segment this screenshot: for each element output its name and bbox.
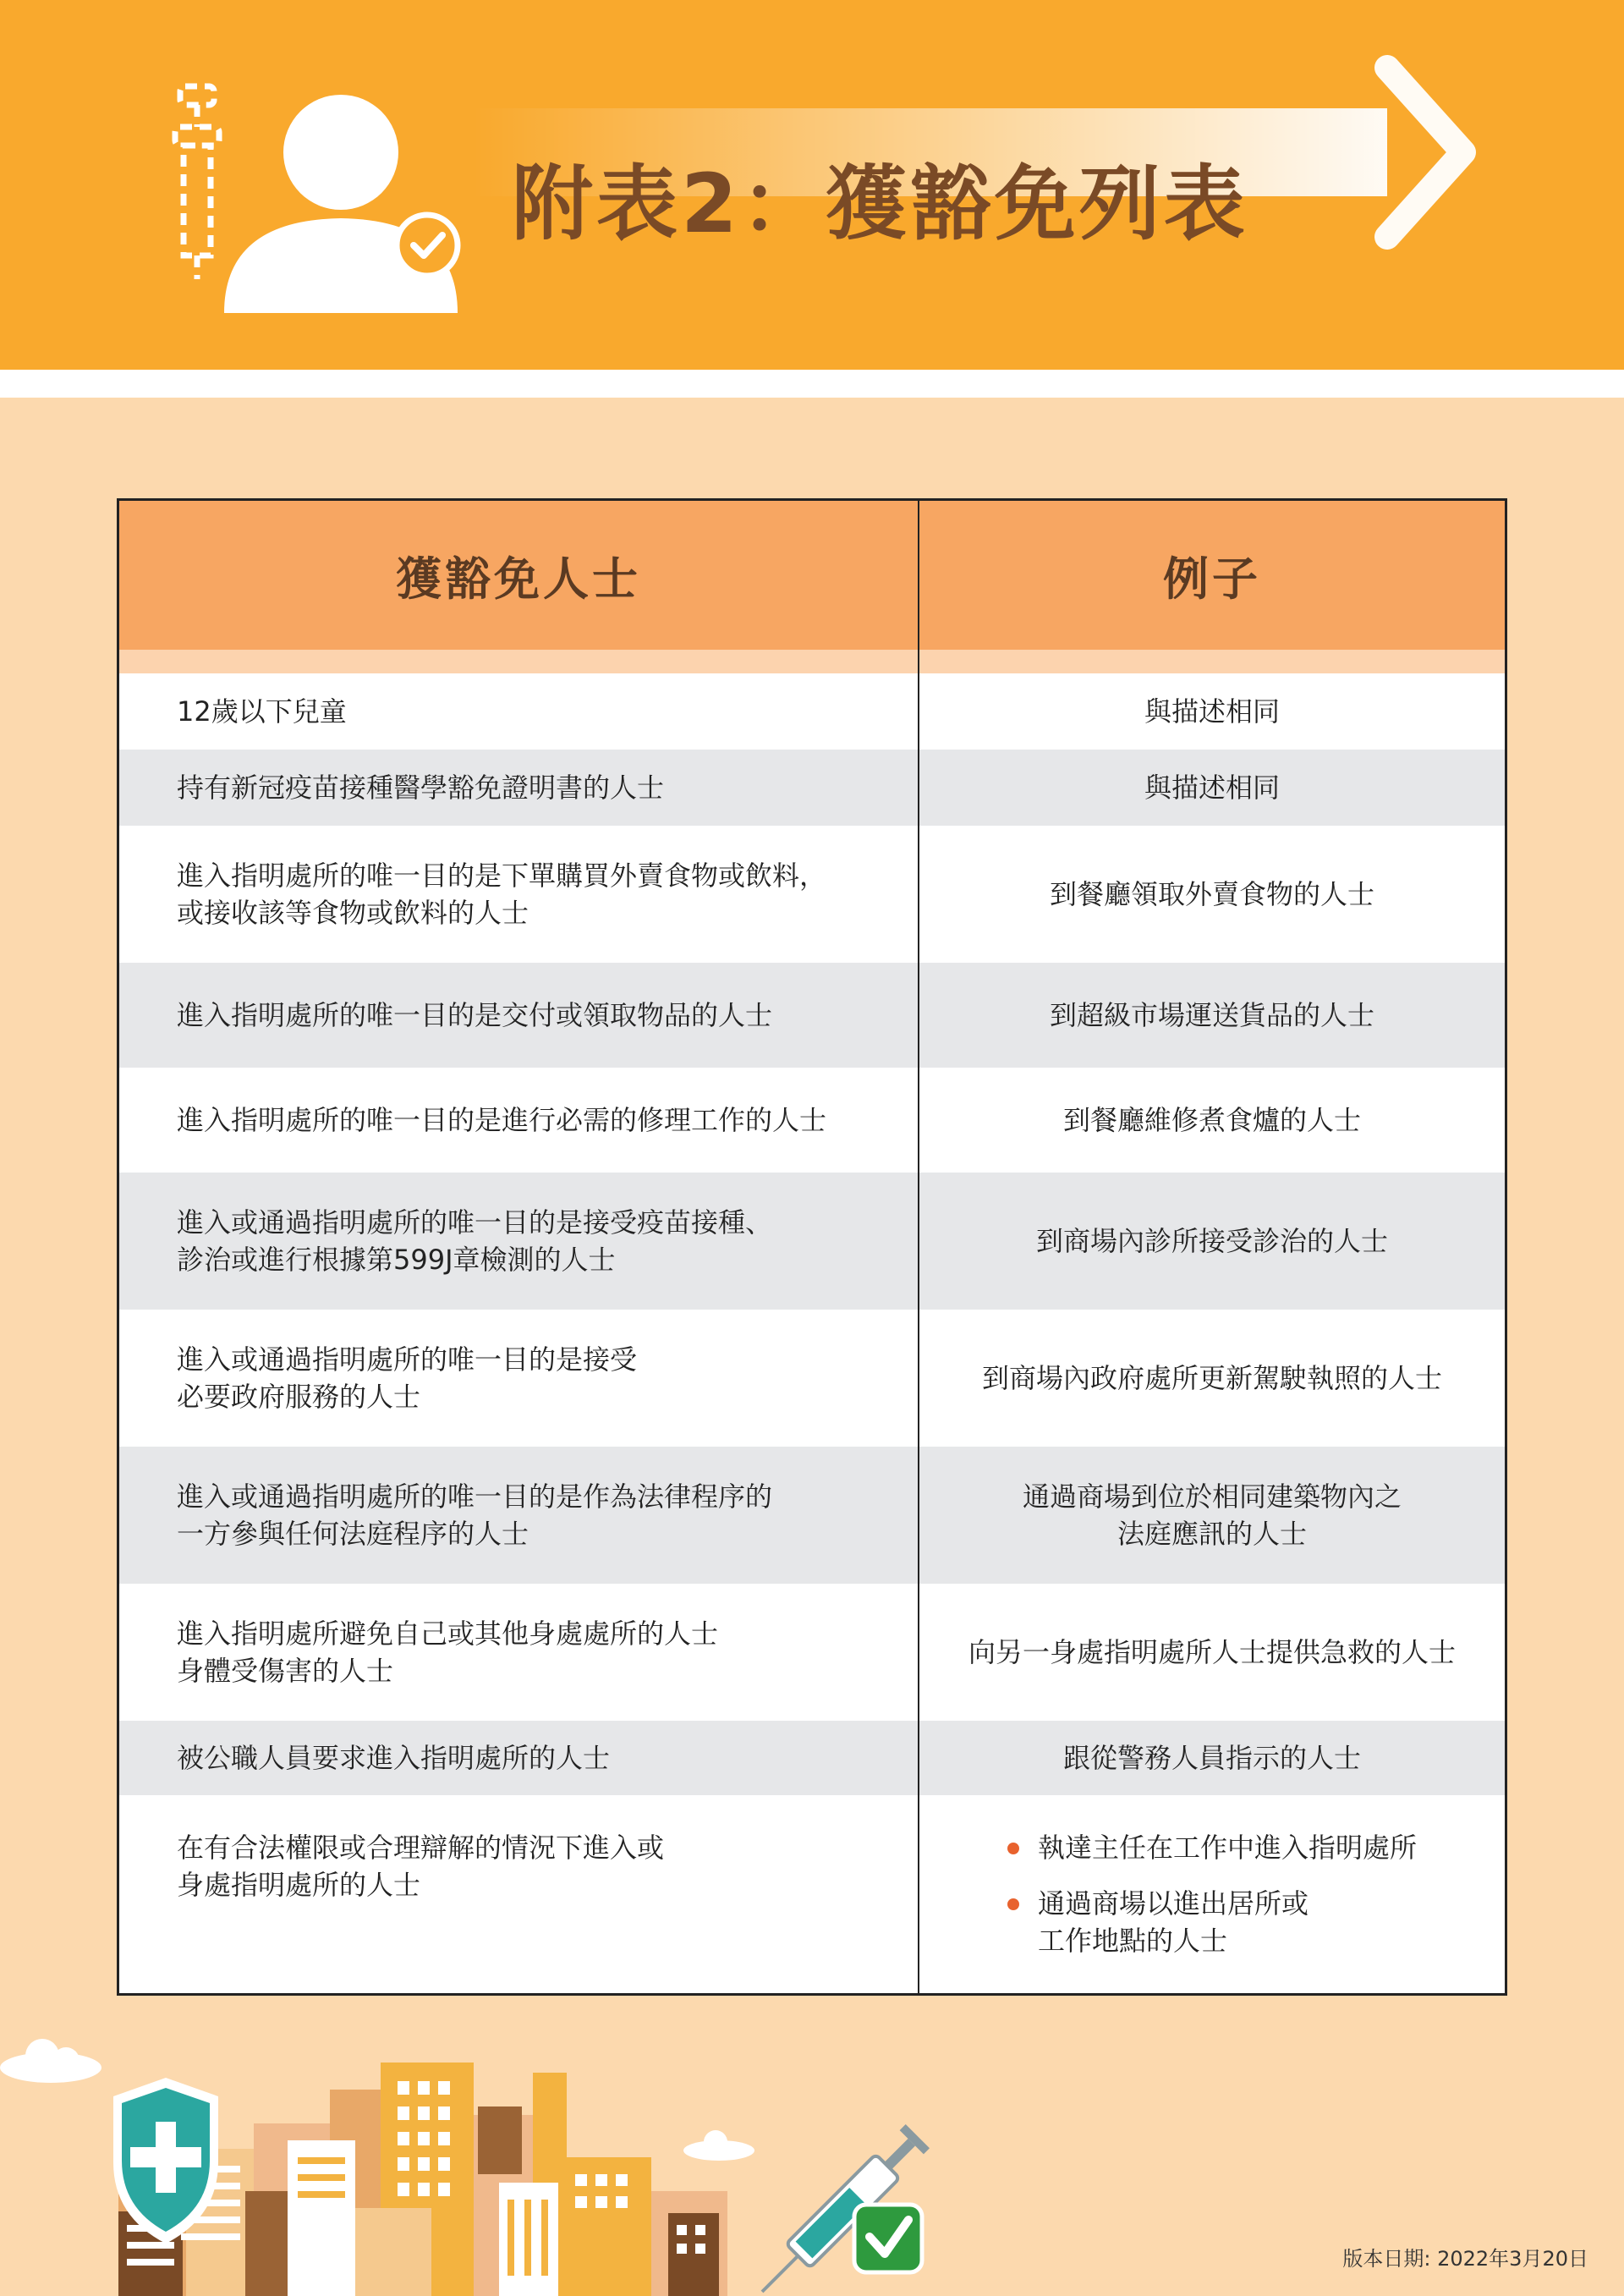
example-cell bbox=[919, 1795, 1505, 1993]
example-cell: 到商場內診所接受診治的人士 bbox=[1035, 1225, 1388, 1257]
exempted-person-cell: 進入指明處所的唯一目的是下單購買外賣食物或飲料， 或接收該等食物或飲料的人士 bbox=[177, 860, 827, 929]
table-row bbox=[119, 963, 1505, 1068]
cloud-icon bbox=[0, 2039, 102, 2083]
exempted-person-cell: 被公職人員要求進入指明處所的人士 bbox=[177, 1742, 611, 1774]
exempted-person-cell: 進入或通過指明處所的唯一目的是接受疫苗接種、 診治或進行根據第599J章檢測的人士 bbox=[177, 1206, 773, 1276]
exempted-person-cell: 在有合法權限或合理辯解的情況下進入或 身處指明處所的人士 bbox=[177, 1832, 665, 1901]
exempted-person-cell: 進入指明處所的唯一目的是交付或領取物品的人士 bbox=[177, 999, 773, 1031]
column-header-examples: 例子 bbox=[1163, 552, 1261, 606]
table-row bbox=[119, 826, 1505, 963]
column-divider bbox=[918, 501, 919, 1993]
table-row bbox=[119, 1584, 1505, 1721]
version-date: 版本日期: 2022年3月20日 bbox=[1342, 2247, 1588, 2271]
cloud-icon bbox=[683, 2130, 754, 2161]
exempted-person-cell: 進入指明處所的唯一目的是進行必需的修理工作的人士 bbox=[177, 1104, 827, 1136]
column-header-exempted-persons: 獲豁免人士 bbox=[396, 552, 641, 606]
table-row bbox=[119, 1310, 1505, 1447]
table-row bbox=[119, 1721, 1505, 1795]
bullet-dot-icon bbox=[1007, 1843, 1019, 1854]
exempted-person-cell: 持有新冠疫苗接種醫學豁免證明書的人士 bbox=[177, 772, 665, 804]
syringe-icon bbox=[175, 86, 219, 279]
table-row bbox=[119, 673, 1505, 750]
bullet-item: 通過商場以進出居所或 工作地點的人士 bbox=[1007, 1885, 1309, 1959]
example-bullet-list bbox=[1007, 1829, 1417, 1959]
exempted-person-cell: 進入指明處所避免自己或其他身處處所的人士 身體受傷害的人士 bbox=[177, 1618, 719, 1687]
bullet-item: 執達主任在工作中進入指明處所 bbox=[1007, 1829, 1417, 1866]
table-row bbox=[119, 1068, 1505, 1173]
example-cell: 與描述相同 bbox=[1144, 772, 1280, 804]
person-check-icon bbox=[165, 76, 469, 321]
header-banner bbox=[0, 0, 1624, 370]
table-row bbox=[119, 750, 1505, 826]
exempted-person-cell: 進入或通過指明處所的唯一目的是接受 必要政府服務的人士 bbox=[177, 1343, 638, 1413]
page-title: 附表2：獲豁免列表 bbox=[512, 157, 1248, 251]
table-row bbox=[119, 1447, 1505, 1584]
example-cell: 通過商場到位於相同建築物內之 法庭應訊的人士 bbox=[1022, 1480, 1402, 1550]
example-cell: 到餐廳維修煮食爐的人士 bbox=[1062, 1104, 1361, 1136]
table-row bbox=[119, 1173, 1505, 1310]
example-cell: 向另一身處指明處所人士提供急救的人士 bbox=[968, 1636, 1456, 1668]
example-cell: 到超級市場運送貨品的人士 bbox=[1049, 999, 1374, 1031]
exempted-person-cell: 12歲以下兒童 bbox=[177, 695, 347, 728]
exemption-table bbox=[117, 498, 1507, 1996]
exempted-person-cell: 進入或通過指明處所的唯一目的是作為法律程序的 一方參與任何法庭程序的人士 bbox=[177, 1480, 773, 1550]
header-strip bbox=[119, 650, 1505, 673]
example-cell: 與描述相同 bbox=[1144, 695, 1280, 728]
bullet-dot-icon bbox=[1007, 1898, 1019, 1910]
city-skyline bbox=[0, 2022, 1015, 2296]
example-cell: 到餐廳領取外賣食物的人士 bbox=[1049, 878, 1374, 910]
header-divider bbox=[0, 370, 1624, 398]
example-cell: 到商場內政府處所更新駕駛執照的人士 bbox=[981, 1362, 1442, 1394]
table-row bbox=[119, 1795, 1505, 1993]
example-cell: 跟從警務人員指示的人士 bbox=[1062, 1742, 1361, 1774]
syringe-check-icon bbox=[750, 2124, 930, 2296]
table-header bbox=[119, 501, 1505, 650]
